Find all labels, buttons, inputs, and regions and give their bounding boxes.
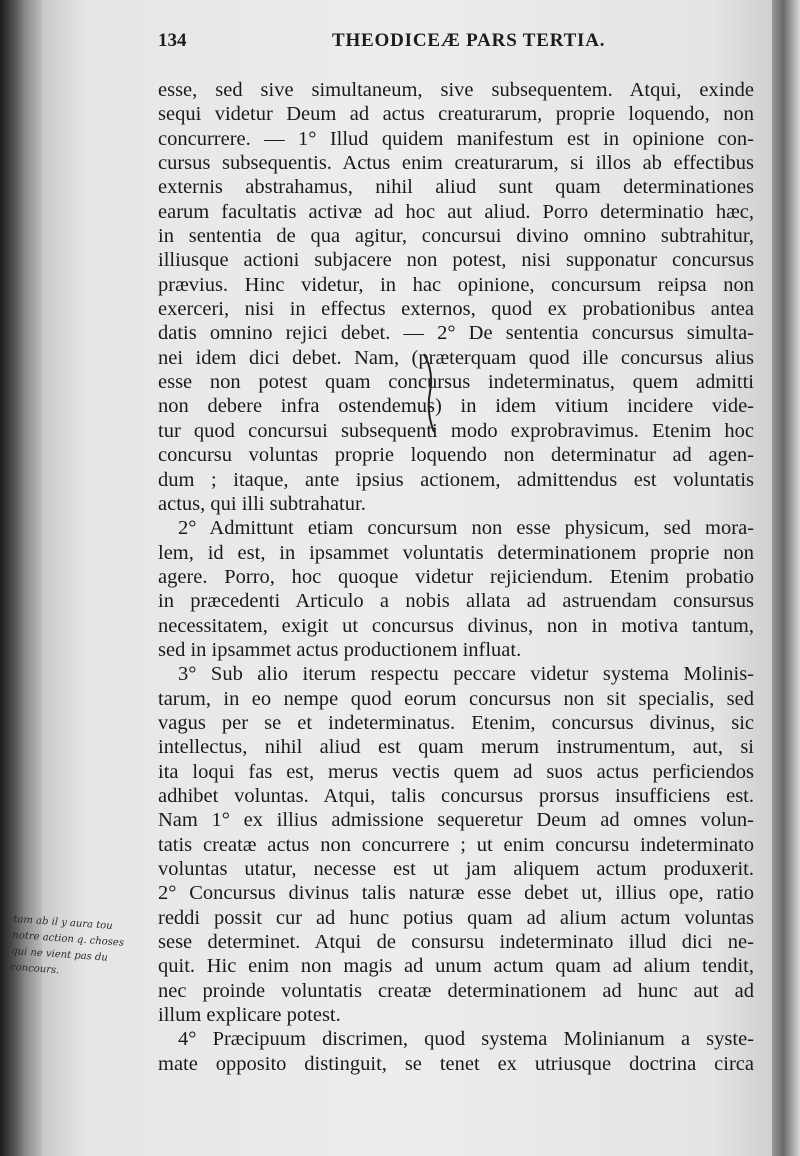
text-line: sese determinet. Atqui de consursu indeterminato illud dici ne-	[158, 931, 754, 954]
book-spine-shadow	[0, 0, 42, 1156]
text-line: in sententia de qua agitur, concursui divino omnino subtrahitur,	[158, 225, 754, 248]
text-line: actus, qui illi subtrahatur.	[158, 492, 366, 515]
text-line: Nam 1° ex illius admissione sequeretur Deum ad omnes volun-	[158, 809, 754, 832]
text-line: necessitatem, exigit ut concursus divinus, non in motiva tantum,	[158, 614, 754, 637]
page-edge	[772, 0, 800, 1156]
text-line: nei idem dici debet. Nam, (præterquam quod ille concursus alius	[158, 346, 754, 369]
text-line: 3° Sub alio iterum respectu peccare videtur systema Molinis-	[178, 663, 754, 686]
text-line: exerceri, nisi in effectus externos, quod ex probationibus antea	[158, 298, 754, 321]
margin-note-line: qui ne vient pas du	[10, 945, 109, 964]
text-line: sequi videtur Deum ad actus creaturarum, proprie loquendo, non	[158, 103, 754, 126]
text-line: tatis creatæ actus non concurrere ; ut enim concursu indeterminato	[158, 833, 754, 856]
text-line: nec proinde voluntatis creatæ determinationem ad hunc aut ad	[158, 979, 754, 1002]
text-line: 2° Concursus divinus talis naturæ esse debet ut, illius ope, ratio	[158, 882, 754, 905]
text-line: voluntas utatur, necesse est ut jam aliquem actum produxerit.	[158, 858, 754, 880]
text-line: illiusque actioni subjacere non potest, nisi supponatur concursus	[158, 249, 754, 272]
text-line: quit. Hic enim non magis ad unum actum quam ad alium tendit,	[158, 955, 754, 978]
text-line: mate opposito distinguit, se tenet ex utriusque doctrina circa	[158, 1052, 754, 1075]
text-line: adhibet voluntas. Atqui, talis concursus prorsus insufficiens est.	[158, 784, 754, 807]
margin-note-line: tam ab il y aura tou	[13, 913, 114, 932]
text-line: dum ; itaque, ante ipsius actionem, admittendus est voluntatis	[158, 468, 754, 491]
text-line: tur quod concursui subsequenti modo exprobravimus. Etenim hoc	[158, 419, 754, 442]
text-line: vagus per se et indeterminatus. Etenim, concursus divinus, sic	[158, 711, 754, 734]
text-line: agere. Porro, hoc quoque videtur rejiciendum. Etenim probatio	[158, 565, 754, 588]
handwritten-margin-note	[10, 912, 164, 986]
text-line: in præcedenti Articulo a nobis allata ad astruendam consursus	[158, 590, 754, 613]
page-number: 134	[158, 30, 187, 51]
text-line: non debere infra ostendemus) in idem vitium incidere vide-	[158, 395, 754, 418]
pencil-bracket-mark	[420, 352, 440, 434]
text-line: esse non potest quam concursus indeterminatus, quem admitti	[158, 371, 754, 394]
running-header	[158, 30, 758, 56]
text-line: illum explicare potest.	[158, 1004, 341, 1027]
text-line: 4° Præcipuum discrimen, quod systema Molinianum a syste-	[178, 1028, 754, 1051]
text-line: ita loqui fas est, merus vectis quem ad suos actus perficiendos	[158, 760, 754, 783]
text-line: sed in ipsammet actus productionem influat.	[158, 638, 522, 661]
text-line: tarum, in eo nempe quod eorum concursus non sit specialis, sed	[158, 687, 754, 710]
text-line: reddi possit cur ad hunc potius quam ad alium actum voluntas	[158, 906, 754, 929]
text-line: lem, id est, in ipsammet voluntatis determinationem proprie non	[158, 541, 754, 564]
text-line: cursus subsequentis. Actus enim creaturarum, si illos ab effectibus	[158, 152, 754, 175]
running-title: THEODICEÆ PARS TERTIA.	[332, 30, 606, 51]
body-text	[158, 78, 754, 1076]
margin-note-line: concours.	[9, 961, 60, 977]
text-line: 2° Admittunt etiam concursum non esse physicum, sed mora-	[178, 517, 754, 540]
text-line: externis abstrahamus, nihil aliud sunt quam determinationes	[158, 176, 754, 199]
text-line: prævius. Hinc videtur, in hac opinione, concursum reipsa non	[158, 273, 754, 296]
text-line: intellectus, nihil aliud est quam merum instrumentum, aut, si	[158, 736, 754, 759]
margin-note-line: notre action q. choses	[11, 929, 125, 949]
text-line: esse, sed sive simultaneum, sive subsequentem. Atqui, exinde	[158, 79, 754, 101]
text-line: datis omnino rejici debet. — 2° De sententia concursus simulta-	[158, 322, 754, 345]
text-line: concurrere. — 1° Illud quidem manifestum est in opinione con-	[158, 127, 754, 150]
text-line: earum facultatis activæ ad hoc aut aliud. Porro determinatio hæc,	[158, 200, 754, 223]
text-line: concursu voluntas proprie loquendo non determinatur ad agen-	[158, 444, 754, 467]
